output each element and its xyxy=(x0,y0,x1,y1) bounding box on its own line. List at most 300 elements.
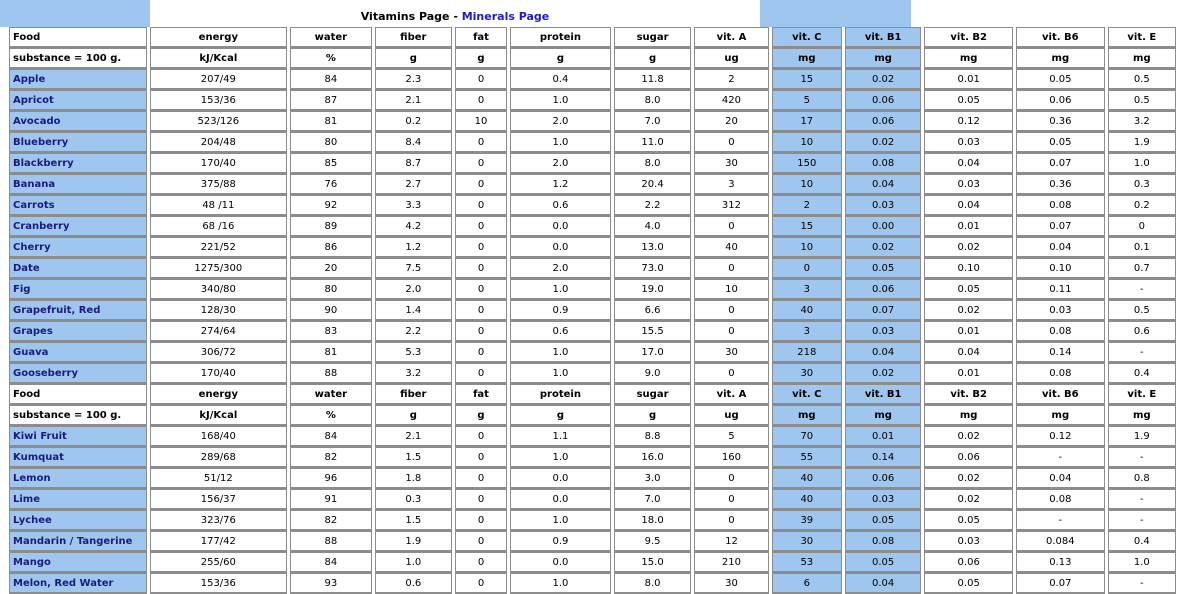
cell-water: 93 xyxy=(290,573,372,594)
table-row xyxy=(9,426,1176,447)
cell-protein: 0.4 xyxy=(510,69,611,90)
hdr-cell-vit-c: vit. C xyxy=(772,384,842,405)
cell-energy: 168/40 xyxy=(150,426,288,447)
cell-fat: 0 xyxy=(455,153,507,174)
header-row xyxy=(9,384,1176,405)
unit-row xyxy=(9,405,1176,426)
cell-vit-b2: 0.12 xyxy=(924,111,1013,132)
cell-vit-a: 20 xyxy=(694,111,768,132)
hdr-cell-fat: fat xyxy=(455,384,507,405)
cell-vit-b2: 0.02 xyxy=(924,237,1013,258)
cell-vit-e: 1.9 xyxy=(1108,132,1176,153)
cell-vit-b1: 0.03 xyxy=(845,195,921,216)
cell-food[interactable]: Banana xyxy=(9,174,147,195)
nutrition-table xyxy=(6,27,1179,594)
cell-fat: 0 xyxy=(455,69,507,90)
cell-vit-e: - xyxy=(1108,573,1176,594)
cell-food[interactable]: Fig xyxy=(9,279,147,300)
cell-vit-b1: 0.06 xyxy=(845,90,921,111)
hdr-cell-sugar: sugar xyxy=(614,384,691,405)
cell-vit-e: 0.4 xyxy=(1108,531,1176,552)
unit-cell-sugar: g xyxy=(614,48,691,69)
hdr-cell-sugar: sugar xyxy=(614,27,691,48)
cell-vit-a: 10 xyxy=(694,279,768,300)
cell-vit-b1: 0.04 xyxy=(845,342,921,363)
cell-fiber: 2.0 xyxy=(375,279,452,300)
cell-fat: 0 xyxy=(455,321,507,342)
cell-vit-a: 12 xyxy=(694,531,768,552)
cell-vit-a: 160 xyxy=(694,447,768,468)
cell-fiber: 1.0 xyxy=(375,552,452,573)
cell-vit-c: 6 xyxy=(772,573,842,594)
cell-vit-c: 10 xyxy=(772,132,842,153)
cell-water: 81 xyxy=(290,342,372,363)
cell-food[interactable]: Date xyxy=(9,258,147,279)
cell-vit-e: 0.8 xyxy=(1108,468,1176,489)
cell-vit-b2: 0.04 xyxy=(924,195,1013,216)
cell-vit-c: 15 xyxy=(772,216,842,237)
table-row xyxy=(9,489,1176,510)
cell-fiber: 2.3 xyxy=(375,69,452,90)
table-row xyxy=(9,69,1176,90)
cell-vit-b6: 0.12 xyxy=(1016,426,1105,447)
cell-food[interactable]: Cherry xyxy=(9,237,147,258)
cell-fiber: 1.8 xyxy=(375,468,452,489)
cell-vit-a: 210 xyxy=(694,552,768,573)
cell-vit-c: 10 xyxy=(772,237,842,258)
cell-food[interactable]: Lime xyxy=(9,489,147,510)
cell-fat: 0 xyxy=(455,132,507,153)
cell-food[interactable]: Avocado xyxy=(9,111,147,132)
cell-fiber: 1.5 xyxy=(375,510,452,531)
cell-vit-c: 40 xyxy=(772,468,842,489)
cell-energy: 274/64 xyxy=(150,321,288,342)
cell-vit-e: 1.9 xyxy=(1108,426,1176,447)
cell-vit-c: 0 xyxy=(772,258,842,279)
cell-vit-c: 70 xyxy=(772,426,842,447)
hdr-cell-energy: energy xyxy=(150,27,288,48)
cell-protein: 2.0 xyxy=(510,258,611,279)
cell-fat: 0 xyxy=(455,237,507,258)
cell-water: 20 xyxy=(290,258,372,279)
cell-vit-b1: 0.02 xyxy=(845,363,921,384)
cell-vit-b2: 0.05 xyxy=(924,90,1013,111)
cell-vit-c: 39 xyxy=(772,510,842,531)
cell-fiber: 1.9 xyxy=(375,531,452,552)
table-row xyxy=(9,258,1176,279)
hdr-cell-food: Food xyxy=(9,384,147,405)
cell-vit-b1: 0.02 xyxy=(845,69,921,90)
cell-vit-c: 53 xyxy=(772,552,842,573)
hdr-cell-vit-a: vit. A xyxy=(694,27,768,48)
header-band-right xyxy=(911,0,1179,27)
cell-fiber: 1.4 xyxy=(375,300,452,321)
hdr-cell-vit-b2: vit. B2 xyxy=(924,27,1013,48)
cell-vit-b6: 0.14 xyxy=(1016,342,1105,363)
unit-cell-vit-b6: mg xyxy=(1016,405,1105,426)
cell-vit-b1: 0.03 xyxy=(845,489,921,510)
cell-vit-a: 0 xyxy=(694,363,768,384)
cell-vit-c: 15 xyxy=(772,69,842,90)
cell-energy: 221/52 xyxy=(150,237,288,258)
table-row xyxy=(9,300,1176,321)
header-row xyxy=(9,27,1176,48)
cell-sugar: 7.0 xyxy=(614,111,691,132)
cell-fat: 0 xyxy=(455,90,507,111)
cell-food[interactable]: Lychee xyxy=(9,510,147,531)
cell-vit-b1: 0.03 xyxy=(845,321,921,342)
cell-protein: 0.0 xyxy=(510,552,611,573)
cell-sugar: 9.0 xyxy=(614,363,691,384)
cell-fiber: 2.1 xyxy=(375,90,452,111)
cell-energy: 177/42 xyxy=(150,531,288,552)
cell-vit-a: 40 xyxy=(694,237,768,258)
cell-vit-e: - xyxy=(1108,279,1176,300)
cell-vit-a: 0 xyxy=(694,132,768,153)
cell-vit-a: 30 xyxy=(694,153,768,174)
cell-food[interactable]: Apricot xyxy=(9,90,147,111)
cell-water: 82 xyxy=(290,510,372,531)
hdr-cell-food: Food xyxy=(9,27,147,48)
cell-food[interactable]: Blackberry xyxy=(9,153,147,174)
cell-food[interactable]: Kiwi Fruit xyxy=(9,426,147,447)
cell-energy: 156/37 xyxy=(150,489,288,510)
cell-fat: 0 xyxy=(455,300,507,321)
cell-protein: 1.0 xyxy=(510,279,611,300)
hdr-cell-vit-e: vit. E xyxy=(1108,27,1176,48)
cell-fiber: 3.2 xyxy=(375,363,452,384)
cell-fiber: 1.5 xyxy=(375,447,452,468)
table-row xyxy=(9,342,1176,363)
header-band-vitamin-c xyxy=(760,0,911,27)
cell-vit-b6: 0.11 xyxy=(1016,279,1105,300)
unit-cell-vit-e: mg xyxy=(1108,405,1176,426)
cell-fat: 0 xyxy=(455,447,507,468)
cell-vit-e: 0.3 xyxy=(1108,174,1176,195)
cell-vit-a: 0 xyxy=(694,510,768,531)
cell-vit-e: 0.6 xyxy=(1108,321,1176,342)
cell-energy: 1275/300 xyxy=(150,258,288,279)
cell-food[interactable]: Carrots xyxy=(9,195,147,216)
cell-protein: 0.0 xyxy=(510,489,611,510)
cell-vit-b2: 0.05 xyxy=(924,279,1013,300)
cell-water: 90 xyxy=(290,300,372,321)
cell-vit-c: 10 xyxy=(772,174,842,195)
cell-protein: 0.6 xyxy=(510,195,611,216)
cell-vit-b1: 0.06 xyxy=(845,111,921,132)
unit-cell-vit-b2: mg xyxy=(924,405,1013,426)
page-header xyxy=(0,0,1179,27)
table-row xyxy=(9,363,1176,384)
cell-vit-c: 2 xyxy=(772,195,842,216)
cell-sugar: 15.0 xyxy=(614,552,691,573)
cell-vit-a: 2 xyxy=(694,69,768,90)
cell-protein: 1.0 xyxy=(510,342,611,363)
cell-food[interactable]: Blueberry xyxy=(9,132,147,153)
cell-protein: 1.0 xyxy=(510,447,611,468)
unit-cell-vit-a: ug xyxy=(694,405,768,426)
cell-vit-c: 55 xyxy=(772,447,842,468)
cell-sugar: 11.0 xyxy=(614,132,691,153)
cell-vit-b1: 0.04 xyxy=(845,174,921,195)
hdr-cell-water: water xyxy=(290,384,372,405)
cell-vit-e: 0.1 xyxy=(1108,237,1176,258)
cell-vit-b6: 0.36 xyxy=(1016,174,1105,195)
title-separator: - xyxy=(449,10,462,23)
cell-vit-b2: 0.05 xyxy=(924,510,1013,531)
cell-vit-a: 0 xyxy=(694,321,768,342)
cell-sugar: 11.8 xyxy=(614,69,691,90)
cell-vit-b2: 0.02 xyxy=(924,300,1013,321)
cell-energy: 207/49 xyxy=(150,69,288,90)
table-row xyxy=(9,195,1176,216)
unit-cell-vit-b6: mg xyxy=(1016,48,1105,69)
cell-vit-e: 0 xyxy=(1108,216,1176,237)
cell-protein: 1.0 xyxy=(510,90,611,111)
cell-vit-a: 0 xyxy=(694,489,768,510)
cell-fiber: 2.7 xyxy=(375,174,452,195)
cell-water: 81 xyxy=(290,111,372,132)
cell-sugar: 18.0 xyxy=(614,510,691,531)
cell-vit-b2: 0.04 xyxy=(924,342,1013,363)
cell-vit-e: 0.4 xyxy=(1108,363,1176,384)
cell-fiber: 0.2 xyxy=(375,111,452,132)
hdr-cell-protein: protein xyxy=(510,27,611,48)
cell-vit-a: 312 xyxy=(694,195,768,216)
cell-vit-b1: 0.02 xyxy=(845,237,921,258)
cell-sugar: 20.4 xyxy=(614,174,691,195)
table-row xyxy=(9,510,1176,531)
unit-cell-vit-b2: mg xyxy=(924,48,1013,69)
cell-food[interactable]: Lemon xyxy=(9,468,147,489)
table-row xyxy=(9,447,1176,468)
cell-fat: 0 xyxy=(455,195,507,216)
cell-vit-e: 0.7 xyxy=(1108,258,1176,279)
unit-cell-vit-a: ug xyxy=(694,48,768,69)
cell-protein: 2.0 xyxy=(510,111,611,132)
cell-vit-a: 3 xyxy=(694,174,768,195)
hdr-cell-vit-b1: vit. B1 xyxy=(845,27,921,48)
cell-vit-b6: 0.07 xyxy=(1016,153,1105,174)
cell-vit-a: 30 xyxy=(694,342,768,363)
cell-vit-b1: 0.04 xyxy=(845,573,921,594)
cell-fat: 0 xyxy=(455,468,507,489)
minerals-page-link[interactable]: Minerals Page xyxy=(461,10,550,23)
cell-vit-a: 0 xyxy=(694,216,768,237)
cell-vit-b2: 0.01 xyxy=(924,69,1013,90)
cell-vit-b2: 0.01 xyxy=(924,321,1013,342)
cell-sugar: 13.0 xyxy=(614,237,691,258)
cell-protein: 2.0 xyxy=(510,153,611,174)
cell-water: 80 xyxy=(290,279,372,300)
cell-sugar: 15.5 xyxy=(614,321,691,342)
cell-vit-b1: 0.05 xyxy=(845,510,921,531)
cell-vit-e: - xyxy=(1108,447,1176,468)
cell-water: 82 xyxy=(290,447,372,468)
hdr-cell-vit-c: vit. C xyxy=(772,27,842,48)
cell-vit-b1: 0.01 xyxy=(845,426,921,447)
table-row xyxy=(9,531,1176,552)
unit-cell-vit-c: mg xyxy=(772,48,842,69)
cell-vit-c: 150 xyxy=(772,153,842,174)
cell-vit-c: 30 xyxy=(772,363,842,384)
cell-water: 89 xyxy=(290,216,372,237)
cell-vit-c: 17 xyxy=(772,111,842,132)
cell-vit-b1: 0.06 xyxy=(845,279,921,300)
cell-vit-a: 5 xyxy=(694,426,768,447)
unit-cell-energy: kJ/Kcal xyxy=(150,405,288,426)
cell-food[interactable]: Grapes xyxy=(9,321,147,342)
cell-energy: 153/36 xyxy=(150,90,288,111)
cell-food[interactable]: Cranberry xyxy=(9,216,147,237)
cell-fat: 0 xyxy=(455,510,507,531)
cell-protein: 1.0 xyxy=(510,510,611,531)
cell-vit-b6: 0.03 xyxy=(1016,300,1105,321)
cell-fiber: 2.1 xyxy=(375,426,452,447)
unit-cell-food: substance = 100 g. xyxy=(9,405,147,426)
cell-vit-e: 0.5 xyxy=(1108,69,1176,90)
cell-vit-a: 30 xyxy=(694,573,768,594)
cell-vit-b1: 0.05 xyxy=(845,552,921,573)
cell-water: 88 xyxy=(290,531,372,552)
hdr-cell-protein: protein xyxy=(510,384,611,405)
cell-protein: 0.0 xyxy=(510,216,611,237)
hdr-cell-vit-b1: vit. B1 xyxy=(845,384,921,405)
cell-vit-b2: 0.01 xyxy=(924,216,1013,237)
cell-fat: 0 xyxy=(455,552,507,573)
cell-fat: 0 xyxy=(455,258,507,279)
cell-food[interactable]: Apple xyxy=(9,69,147,90)
cell-fiber: 3.3 xyxy=(375,195,452,216)
cell-vit-e: 0.5 xyxy=(1108,90,1176,111)
page-title xyxy=(150,0,760,27)
cell-water: 96 xyxy=(290,468,372,489)
unit-cell-vit-c: mg xyxy=(772,405,842,426)
table-row xyxy=(9,321,1176,342)
cell-vit-b1: 0.08 xyxy=(845,153,921,174)
unit-cell-vit-e: mg xyxy=(1108,48,1176,69)
cell-sugar: 4.0 xyxy=(614,216,691,237)
cell-sugar: 8.0 xyxy=(614,573,691,594)
cell-water: 84 xyxy=(290,552,372,573)
cell-protein: 0.6 xyxy=(510,321,611,342)
cell-sugar: 19.0 xyxy=(614,279,691,300)
cell-energy: 170/40 xyxy=(150,363,288,384)
cell-sugar: 6.6 xyxy=(614,300,691,321)
cell-vit-b2: 0.02 xyxy=(924,468,1013,489)
cell-water: 84 xyxy=(290,69,372,90)
cell-vit-b6: 0.08 xyxy=(1016,321,1105,342)
cell-fiber: 0.3 xyxy=(375,489,452,510)
cell-fat: 0 xyxy=(455,279,507,300)
table-row xyxy=(9,90,1176,111)
vitamins-page-label: Vitamins Page xyxy=(360,10,450,23)
cell-energy: 375/88 xyxy=(150,174,288,195)
unit-cell-water: % xyxy=(290,405,372,426)
cell-sugar: 3.0 xyxy=(614,468,691,489)
cell-vit-b2: 0.03 xyxy=(924,531,1013,552)
cell-protein: 1.0 xyxy=(510,132,611,153)
cell-protein: 1.2 xyxy=(510,174,611,195)
cell-vit-c: 30 xyxy=(772,531,842,552)
cell-fat: 10 xyxy=(455,111,507,132)
header-band-left xyxy=(0,0,150,27)
cell-vit-b6: 0.05 xyxy=(1016,132,1105,153)
cell-energy: 323/76 xyxy=(150,510,288,531)
cell-sugar: 8.0 xyxy=(614,90,691,111)
unit-cell-fat: g xyxy=(455,405,507,426)
cell-vit-b6: 0.084 xyxy=(1016,531,1105,552)
cell-food[interactable]: Mango xyxy=(9,552,147,573)
cell-water: 91 xyxy=(290,489,372,510)
cell-food[interactable]: Gooseberry xyxy=(9,363,147,384)
cell-sugar: 2.2 xyxy=(614,195,691,216)
hdr-cell-vit-a: vit. A xyxy=(694,384,768,405)
cell-food[interactable]: Guava xyxy=(9,342,147,363)
cell-vit-b6: 0.06 xyxy=(1016,90,1105,111)
table-row xyxy=(9,279,1176,300)
table-row xyxy=(9,153,1176,174)
cell-vit-b6: 0.13 xyxy=(1016,552,1105,573)
cell-energy: 153/36 xyxy=(150,573,288,594)
cell-vit-b6: 0.07 xyxy=(1016,216,1105,237)
unit-cell-water: % xyxy=(290,48,372,69)
cell-energy: 523/126 xyxy=(150,111,288,132)
cell-fiber: 1.2 xyxy=(375,237,452,258)
table-row xyxy=(9,216,1176,237)
cell-water: 84 xyxy=(290,426,372,447)
cell-vit-b2: 0.06 xyxy=(924,447,1013,468)
hdr-cell-vit-b6: vit. B6 xyxy=(1016,27,1105,48)
cell-energy: 128/30 xyxy=(150,300,288,321)
cell-water: 86 xyxy=(290,237,372,258)
cell-vit-a: 0 xyxy=(694,300,768,321)
hdr-cell-fiber: fiber xyxy=(375,27,452,48)
cell-vit-e: 0.2 xyxy=(1108,195,1176,216)
cell-food[interactable]: Grapefruit, Red xyxy=(9,300,147,321)
cell-vit-e: - xyxy=(1108,510,1176,531)
cell-protein: 0.0 xyxy=(510,237,611,258)
cell-food[interactable]: Melon, Red Water xyxy=(9,573,147,594)
cell-fat: 0 xyxy=(455,342,507,363)
cell-fat: 0 xyxy=(455,489,507,510)
cell-food[interactable]: Mandarin / Tangerine xyxy=(9,531,147,552)
cell-vit-e: 1.0 xyxy=(1108,552,1176,573)
cell-water: 83 xyxy=(290,321,372,342)
unit-row xyxy=(9,48,1176,69)
hdr-cell-vit-e: vit. E xyxy=(1108,384,1176,405)
cell-vit-b2: 0.04 xyxy=(924,153,1013,174)
cell-vit-b6: 0.10 xyxy=(1016,258,1105,279)
cell-vit-b1: 0.00 xyxy=(845,216,921,237)
cell-vit-e: 1.0 xyxy=(1108,153,1176,174)
cell-vit-b2: 0.03 xyxy=(924,132,1013,153)
cell-vit-b1: 0.02 xyxy=(845,132,921,153)
table-row xyxy=(9,573,1176,594)
cell-food[interactable]: Kumquat xyxy=(9,447,147,468)
unit-cell-fiber: g xyxy=(375,48,452,69)
cell-energy: 48 /11 xyxy=(150,195,288,216)
cell-energy: 68 /16 xyxy=(150,216,288,237)
cell-fat: 0 xyxy=(455,426,507,447)
cell-energy: 51/12 xyxy=(150,468,288,489)
cell-protein: 0.9 xyxy=(510,300,611,321)
cell-fat: 0 xyxy=(455,531,507,552)
unit-cell-energy: kJ/Kcal xyxy=(150,48,288,69)
table-row xyxy=(9,111,1176,132)
hdr-cell-vit-b6: vit. B6 xyxy=(1016,384,1105,405)
cell-energy: 255/60 xyxy=(150,552,288,573)
